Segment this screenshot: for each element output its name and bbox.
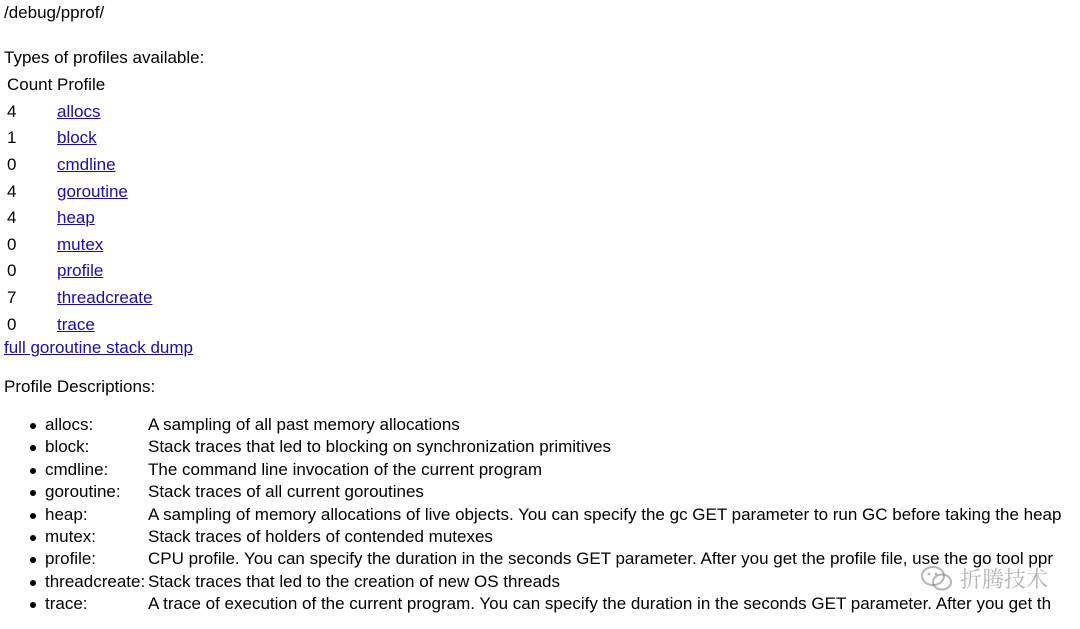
table-row	[4, 152, 152, 179]
profile-count: 1	[7, 128, 17, 148]
list-item	[0, 481, 1080, 503]
list-item	[0, 571, 1080, 593]
bullet-icon	[30, 580, 36, 586]
profile-column-header: Profile	[57, 75, 106, 95]
list-item	[0, 414, 1080, 436]
description-name: cmdline:	[45, 459, 109, 479]
bullet-icon	[30, 445, 36, 451]
profile-count: 7	[7, 288, 17, 308]
profile-count: 0	[7, 155, 17, 175]
description-name: mutex:	[45, 526, 97, 546]
profile-link-cmdline[interactable]: cmdline	[57, 155, 116, 175]
description-text: A sampling of memory allocations of live objects. You can specify the gc GET parameter to run GC before taking the heap	[148, 504, 1062, 524]
table-row	[4, 99, 152, 126]
full-dump-row	[4, 338, 193, 358]
profiles-table	[4, 72, 152, 338]
profile-link-threadcreate[interactable]: threadcreate	[57, 288, 153, 308]
description-name: trace:	[45, 594, 88, 614]
profile-count: 4	[7, 181, 17, 201]
description-text: A sampling of all past memory allocations	[148, 415, 460, 434]
table-row	[4, 311, 152, 338]
bullet-icon	[30, 468, 36, 474]
bullet-icon	[30, 513, 36, 519]
description-name: goroutine:	[45, 482, 121, 502]
profile-cell	[54, 178, 152, 205]
profile-count: 4	[7, 208, 17, 228]
profile-link-block[interactable]: block	[57, 128, 97, 148]
table-row	[4, 285, 152, 312]
watermark-text: 折腾技术	[959, 568, 1048, 593]
bullet-icon	[30, 602, 36, 608]
profile-link-mutex[interactable]: mutex	[57, 234, 104, 254]
list-item	[0, 504, 1080, 526]
wechat-icon	[920, 565, 954, 593]
table-row	[4, 125, 152, 152]
watermark	[920, 563, 1048, 594]
profile-count: 0	[7, 261, 17, 281]
description-text: Stack traces that led to blocking on synchronization primitives	[148, 437, 612, 457]
description-text: Stack traces of holders of contended mutexes	[148, 526, 493, 546]
description-name: threadcreate:	[45, 571, 146, 591]
description-text: Stack traces of all current goroutines	[148, 482, 424, 502]
list-item	[0, 593, 1080, 615]
types-heading: Types of profiles available:	[4, 48, 205, 67]
table-row	[4, 258, 152, 285]
bullet-icon	[30, 557, 36, 563]
bullet-icon	[30, 535, 36, 541]
list-item	[0, 526, 1080, 548]
list-item	[0, 548, 1080, 570]
list-item	[0, 459, 1080, 481]
profile-cell	[54, 125, 152, 152]
descriptions-list	[0, 414, 1080, 616]
description-name: heap:	[45, 504, 88, 524]
bullet-icon	[30, 423, 36, 429]
profile-link-allocs[interactable]: allocs	[57, 101, 101, 121]
profile-cell	[54, 205, 152, 232]
description-text: Stack traces that led to the creation of new OS threads	[148, 571, 561, 591]
description-text: The command line invocation of the current program	[148, 459, 543, 479]
table-row	[4, 232, 152, 259]
descriptions-heading: Profile Descriptions:	[4, 377, 156, 396]
profile-link-profile[interactable]: profile	[57, 261, 104, 281]
bullet-icon	[30, 490, 36, 496]
profile-cell	[54, 258, 152, 285]
profile-link-heap[interactable]: heap	[57, 208, 95, 228]
profile-link-trace[interactable]: trace	[57, 314, 95, 334]
profile-cell	[54, 99, 152, 126]
profile-count: 4	[7, 101, 17, 121]
description-name: profile:	[45, 549, 97, 569]
list-item	[0, 436, 1080, 458]
description-name: block:	[45, 437, 90, 457]
description-name: allocs:	[45, 415, 94, 434]
table-row	[4, 178, 152, 205]
table-header-row	[4, 72, 152, 99]
description-text: A trace of execution of the current program. You can specify the duration in the seconds GET parameter. After you get th	[148, 594, 1052, 614]
profile-count: 0	[7, 314, 17, 334]
profile-cell	[54, 285, 152, 312]
profile-link-goroutine[interactable]: goroutine	[57, 181, 128, 201]
count-column-header: Count	[7, 75, 53, 95]
profile-cell	[54, 311, 152, 338]
description-text: CPU profile. You can specify the duration in the seconds GET parameter. After you get the profile file, use the go tool ppr	[148, 549, 1054, 569]
table-row	[4, 205, 152, 232]
profile-count: 0	[7, 234, 17, 254]
page-title: /debug/pprof/	[4, 3, 105, 22]
full-goroutine-dump-link[interactable]: full goroutine stack dump	[4, 338, 193, 357]
profile-cell	[54, 152, 152, 179]
profile-cell	[54, 232, 152, 259]
